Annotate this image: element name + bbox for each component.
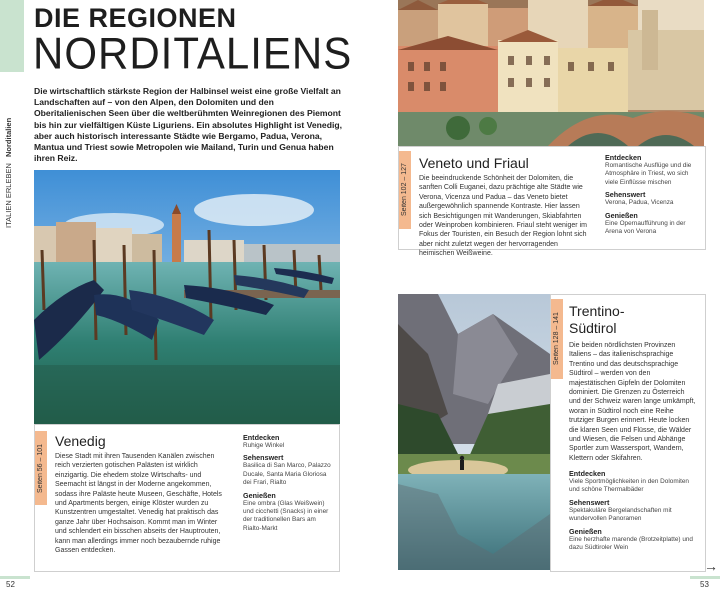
page-range-venedig: Seiten 56 – 101 <box>37 443 44 493</box>
region-title-trentino <box>569 303 625 337</box>
sehenswert-heading: Sehenswert <box>605 190 646 200</box>
geniessen-text: Eine herzhafte marende (Brotzeitplatte) und dazu Südtiroler Wein <box>569 535 693 552</box>
sehenswert-text: Basilica di San Marco, Palazzo Ducale, Santa Maria Gloriosa dei Frari, Rialto <box>243 462 331 487</box>
entdecken-heading: Entdecken <box>569 469 606 478</box>
region-text-trentino: Die beiden nördlichsten Provinzen Italiens – das italienischsprachige Trentino und das deutschsprachige Südtirol – werden von den majestätischen Gipfeln der Dolomiten dominiert. Die Grenzen zu Österreich und der Schweiz waren lange umkämpft, woran in Südtirol noch eine Reihe trutziger Burgen erinnert. Heute locken die klaren Seen und Flüsse, die Wälder und Wiesen, die Felsen und Abhänge Sportler zum Wassersport, Wandern, Klettern oder Skifahren. <box>569 342 696 462</box>
geniessen-heading: Genießen <box>569 526 602 536</box>
region-title-veneto: Veneto und Friaul <box>419 155 529 171</box>
entdecken-text: Ruhige Winkel <box>243 442 285 449</box>
entdecken-text: Viele Sportmöglichkeiten in den Dolomiten und schöne Thermalbäder <box>569 478 689 494</box>
sehenswert-text: Spektakuläre Bergelandschaften mit wundervollen Panoramen <box>569 506 672 523</box>
side-label-chapter: Norditalien <box>4 117 13 158</box>
geniessen-heading: Genießen <box>243 490 276 500</box>
info-box-trentino <box>569 469 701 555</box>
page-number-left: 52 <box>6 580 15 589</box>
edge-bar-left <box>0 0 24 72</box>
geniessen-heading: Genießen <box>605 210 638 220</box>
sehenswert-heading: Sehenswert <box>243 453 284 463</box>
info-box-veneto <box>605 153 701 239</box>
page-range-trentino: Seiten 128 – 141 <box>553 312 560 366</box>
entdecken-heading: Entdecken <box>243 433 280 442</box>
info-box-venedig <box>243 433 335 536</box>
page-title-line1: DIE REGIONEN <box>34 3 237 33</box>
sehenswert-heading: Sehenswert <box>569 497 610 507</box>
page-tab-venedig <box>35 431 47 505</box>
side-label-section: ITALIEN ERLEBEN <box>4 163 13 228</box>
region-title-trentino-line2: Südtirol <box>569 320 617 336</box>
entdecken-text: Romantische Ausflüge und die Atmosphäre in Triest, wo sich viele Einflüsse mischen <box>605 162 692 186</box>
region-text-veneto: Die beeindruckende Schönheit der Dolomiten, die sanften Colli Euganei, dazu prächtige alte Städte wie Verona, Vicenza und Padua – das Veneto bietet außergewöhnlich spannende Kontraste. Hier lassen sich Besichtigungen mit Wanderungen, Skiabfahrten oder Weinproben kombinieren. Friaul steht weniger im Fokus der Touristen, ein Besuch der Region lohnt sich aber nicht zuletzt wegen der hervorragenden heimischen Weißweine. <box>419 175 587 258</box>
page-tab-veneto <box>399 151 411 229</box>
footer-bar-right <box>690 576 720 579</box>
page-title-line2: NORDITALIENS <box>33 28 353 79</box>
arrow-right-icon[interactable]: → <box>704 558 718 574</box>
region-title-trentino-line1: Trentino- <box>569 303 625 319</box>
geniessen-text: Eine Opernaufführung in der Arena von Verona <box>605 219 686 236</box>
intro-text: Die wirtschaftlich stärkste Region der Halbinsel weist eine große Vielfalt an Landschaften auf – von den Alpen, den Dolomiten und den Oberitalienischen Seen über die weltberühmten Weinregionen des Piemont bis hin zur vielfältigen Küste Liguriens. Ein absolutes Highlight ist Venedig, aber auch historisch interessante Städte wie Bergamo, Padua, Verona, Mantua und Triest sowie Metropolen wie Mailand, Turin und Genua haben ihren Reiz. <box>34 86 342 164</box>
region-title-venedig: Venedig <box>55 433 106 449</box>
region-text-venedig: Diese Stadt mit ihren Tausenden Kanälen zwischen reich verzierten gotischen Palästen ist wirklich einzigartig. Die ehedem stolze Wirtschafts- und Seemacht ist längst in der Moderne angekommen, sodass ihre Paläste heute Museen, Geschäfte, Hotels und Apartments bergen, einige Klöster wurden zu Kunstzentren umgestaltet. Venedig hat praktisch das ganze Jahr über Hochsaison. Kommt man im Winter und schlendert ein bisschen abseits der Hauptrouten, kann man allerdings immer noch bezaubernde ruhige Gassen entdecken. <box>55 453 222 555</box>
geniessen-text: Eine ombra (Glas Weißwein) und cicchetti (Snacks) in einer der traditionellen Bars am Rialto-Markt <box>243 499 329 532</box>
region-panel-venedig <box>34 424 340 572</box>
page-number-right: 53 <box>700 580 709 589</box>
region-panel-trentino <box>550 294 706 572</box>
footer-bar-left <box>0 576 30 579</box>
entdecken-heading: Entdecken <box>605 153 642 162</box>
dolomites-photo <box>398 294 550 570</box>
region-panel-veneto <box>398 146 706 258</box>
sehenswert-text: Verona, Padua, Vicenza <box>605 199 674 207</box>
side-label <box>4 78 18 228</box>
venice-photo <box>34 170 340 424</box>
verona-photo <box>398 0 704 146</box>
page-tab-trentino <box>551 299 563 379</box>
page-range-veneto: Seiten 102 – 127 <box>401 163 408 217</box>
